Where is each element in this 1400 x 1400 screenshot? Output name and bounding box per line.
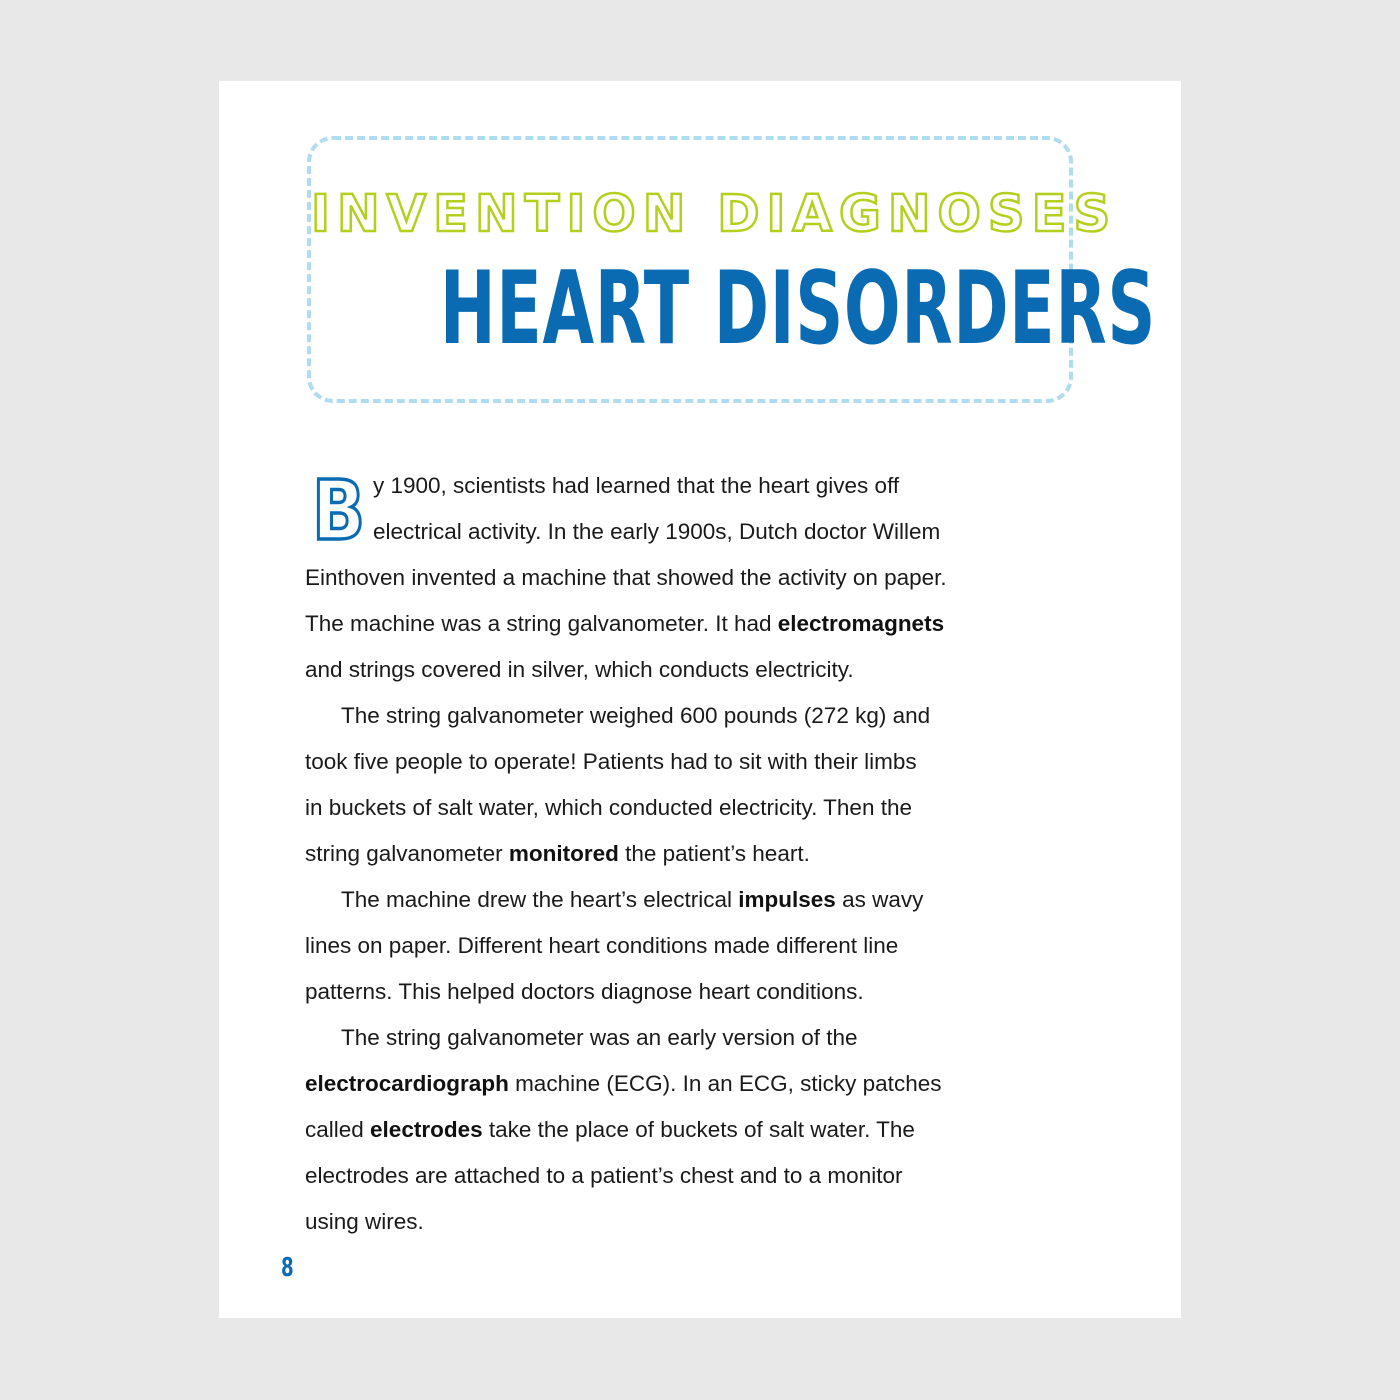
text-line [305, 555, 1085, 601]
text-line [305, 1061, 1085, 1107]
title-line-invention-diagnoses: INVENTION DIAGNOSES [311, 185, 1118, 244]
bold-term-impulses: impulses [738, 887, 836, 912]
text-run: string galvanometer [305, 841, 509, 866]
text-line [305, 1015, 1085, 1061]
text-line [305, 601, 1085, 647]
text-line [305, 647, 1085, 693]
text-run: in buckets of salt water, which conducted electricity. Then the [305, 795, 912, 820]
bold-term-monitored: monitored [508, 841, 619, 866]
text-run: The machine drew the heart’s electrical [341, 887, 739, 912]
text-run: electrical activity. In the early 1900s, Dutch doctor Willem [373, 519, 941, 544]
text-line [305, 1107, 1085, 1153]
text-run: took five people to operate! Patients had to sit with their limbs [305, 749, 917, 774]
text-run: Einthoven invented a machine that showed the activity on paper. [305, 565, 947, 590]
text-run: the patient’s heart. [618, 841, 810, 866]
book-page [219, 81, 1181, 1318]
text-run: take the place of buckets of salt water. The [482, 1117, 915, 1142]
text-line [305, 831, 1085, 877]
text-line [305, 969, 1085, 1015]
body-text [305, 463, 1085, 1245]
text-line [305, 877, 1085, 923]
text-run: electrodes are attached to a patient’s chest and to a monitor [305, 1163, 903, 1188]
text-run: as wavy [835, 887, 924, 912]
text-line [305, 923, 1085, 969]
text-line [305, 739, 1085, 785]
title-line-heart-disorders: HEART DISORDERS [439, 249, 1157, 367]
paragraph-4 [305, 1015, 1085, 1245]
text-run: The string galvanometer weighed 600 pounds (272 kg) and [341, 703, 931, 728]
bold-term-electromagnets: electromagnets [777, 611, 945, 636]
text-line [305, 1153, 1085, 1199]
paragraph-2 [305, 693, 1085, 877]
text-run: called [305, 1117, 371, 1142]
text-line [305, 509, 1085, 555]
drop-cap: B [312, 464, 366, 559]
text-run: using wires. [305, 1209, 424, 1234]
text-run: y 1900, scientists had learned that the heart gives off [373, 473, 900, 498]
paragraph-3 [305, 877, 1085, 1015]
text-run: patterns. This helped doctors diagnose heart conditions. [305, 979, 864, 1004]
text-run: The string galvanometer was an early version of the [341, 1025, 858, 1050]
paragraph-1 [305, 463, 1085, 693]
text-line [305, 693, 1085, 739]
text-run: machine (ECG). In an ECG, sticky patches [508, 1071, 942, 1096]
text-run: The machine was a string galvanometer. It had [305, 611, 778, 636]
title-box [307, 136, 1157, 403]
text-line [305, 785, 1085, 831]
bold-term-electrodes: electrodes [370, 1117, 483, 1142]
text-run: and strings covered in silver, which conducts electricity. [305, 657, 854, 682]
bold-term-electrocardiograph: electrocardiograph [305, 1071, 509, 1096]
page-number: 8 [281, 1253, 294, 1283]
text-line [305, 463, 1085, 509]
text-run: lines on paper. Different heart conditions made different line [305, 933, 899, 958]
text-line [305, 1199, 1085, 1245]
